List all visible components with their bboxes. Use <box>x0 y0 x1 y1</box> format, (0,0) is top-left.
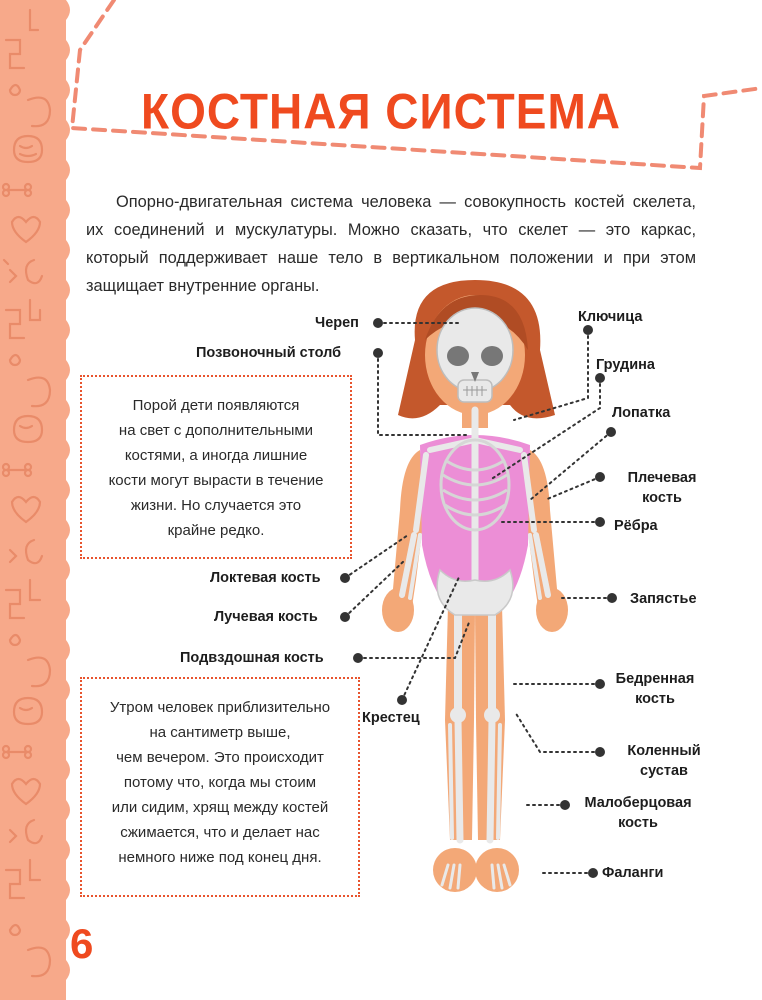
label-femur-line1: Бедренная <box>615 671 695 687</box>
label-sacrum: Крестец <box>362 710 420 726</box>
note-line: Порой дети появляются <box>132 397 300 414</box>
heart-icon <box>12 217 40 242</box>
kidney-icon <box>26 260 42 283</box>
intro-text: Опорно-двигательная система человека — совокупность костей скелета, их соединений и мускулатуры. Можно сказать, что скелет — это каркас, который поддерживает наше тело в вертикальном положении и при этом защищает внутренние органы. <box>86 193 696 295</box>
note-line: на свет с дополнительными <box>118 422 314 439</box>
note-line: крайне редко. <box>167 522 265 539</box>
label-radius: Лучевая кость <box>214 609 318 625</box>
note-line: на сантиметр выше, <box>149 724 291 741</box>
note-line: жизни. Но случается это <box>130 497 302 514</box>
label-skull: Череп <box>315 315 359 331</box>
label-humerus-line1: Плечевая <box>627 470 697 486</box>
skeleton-bones <box>402 410 548 840</box>
page-title: КОСТНАЯ СИСТЕМА <box>141 82 621 140</box>
bone-icon <box>3 184 31 196</box>
label-knee-line1: Коленный <box>627 743 701 759</box>
note-line: Утром человек приблизительно <box>109 699 331 716</box>
note-line: костями, а иногда лишние <box>124 447 308 464</box>
note-line: немного ниже под конец дня. <box>118 849 322 866</box>
label-fibula-line2: кость <box>618 815 658 831</box>
label-ribs: Рёбра <box>614 518 658 534</box>
note-line: потому что, когда мы стоим <box>123 774 317 791</box>
label-knee-line2: сустав <box>640 763 688 779</box>
label-spine: Позвоночный столб <box>196 345 342 361</box>
note-line: сжимается, что и делает нас <box>120 824 320 841</box>
label-knee <box>604 741 724 781</box>
label-ulna: Локтевая кость <box>210 570 321 586</box>
label-clavicle: Ключица <box>578 309 643 325</box>
label-humerus <box>612 468 712 508</box>
fact-note-height <box>80 677 360 897</box>
page-number: 6 <box>70 920 94 967</box>
skeleton-illustration <box>350 280 600 905</box>
label-femur-line2: кость <box>635 691 675 707</box>
note-line: чем вечером. Это происходит <box>116 749 324 766</box>
label-femur <box>600 669 710 709</box>
note-line: или сидим, хрящ между костей <box>111 799 329 816</box>
fact-note-extra-bones <box>80 375 352 559</box>
note-line: кости могут вырасти в течение <box>108 472 324 489</box>
label-scapula: Лопатка <box>612 405 671 421</box>
label-wrist: Запястье <box>630 591 697 607</box>
label-ilium: Подвздошная кость <box>180 650 324 666</box>
label-fibula <box>568 793 708 833</box>
label-humerus-line2: кость <box>642 490 682 506</box>
label-sternum: Грудина <box>596 357 655 373</box>
label-fibula-line1: Малоберцовая <box>584 795 692 811</box>
label-phalanges: Фаланги <box>602 865 664 881</box>
